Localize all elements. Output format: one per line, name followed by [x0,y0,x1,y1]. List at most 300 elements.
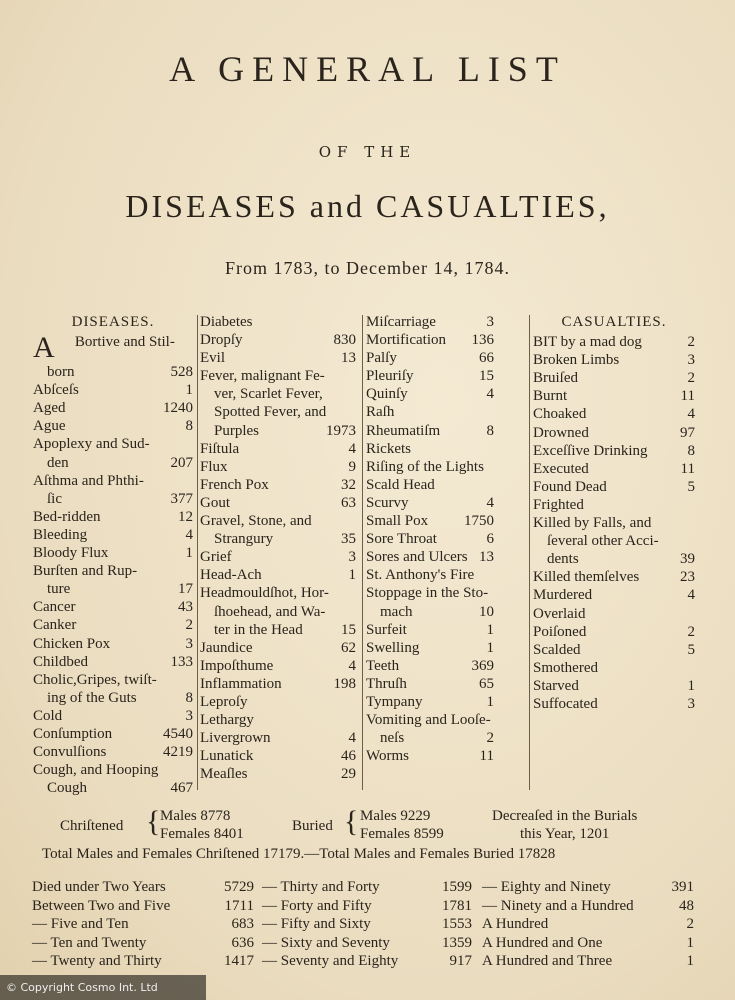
list-item [482,897,694,916]
item-name: Fiſtula [200,440,240,457]
item-name: Canker [33,617,77,634]
list-item [366,548,494,566]
item-name: Rheumatiſm [366,422,441,439]
item-name: Overlaid [533,605,586,622]
item-count: 369 [471,657,494,674]
item-name: Sore Throat [366,531,437,548]
item-name: — Ninety and a Hundred [482,897,634,914]
subtitle-main: DISEASES and CASUALTIES, [125,188,610,224]
item-name: Killed themſelves [533,569,640,586]
item-count: 97 [680,424,695,441]
buried-females: Females 8599 [360,826,444,842]
list-item [200,711,356,729]
list-item [200,729,356,747]
item-name: Broken Limbs [533,352,620,369]
item-name: Quinſy [366,386,408,403]
item-name: Dropſy [200,332,243,349]
christened-label: Chriſtened [60,818,124,834]
item-name: Found Dead [533,478,607,495]
item-name: St. Anthony's Fire [366,567,475,584]
list-item [533,623,695,641]
list-item [200,530,356,548]
list-item [33,526,193,544]
item-name: Meaſles [200,766,248,783]
list-item [200,621,356,639]
item-name: Cholic,Gripes, twiſt- [33,671,157,688]
item-count: 207 [170,454,193,471]
item-name: Chicken Pox [33,635,111,652]
item-count: 3 [486,314,494,330]
item-name: Headmouldſhot, Hor- [200,585,329,602]
item-name: Lethargy [200,712,254,729]
item-name: Jaundice [200,639,253,656]
list-item [533,586,695,604]
item-count: 32 [341,476,356,493]
list-item [200,422,356,440]
item-count: 1240 [163,400,193,417]
list-item [33,616,193,634]
item-name: Apoplexy and Sud- [33,436,150,453]
item-name: Suffocated [533,695,598,712]
item-name: Aged [33,400,66,417]
item-name: Grief [200,549,232,566]
item-count: 62 [341,639,356,656]
decreased-line-1: Decreaſed in the Burials [492,808,638,824]
item-name: Abſceſs [33,382,79,399]
list-item [366,566,494,584]
list-item [533,333,695,351]
item-count: 65 [479,675,494,692]
item-count: 15 [341,621,356,638]
list-item [33,417,193,435]
item-count: 8 [185,418,193,435]
item-name: Palſy [366,350,397,367]
list-item [33,472,193,490]
list-item [200,440,356,458]
list-item [33,635,193,653]
item-count: 6 [486,531,494,548]
list-item [200,675,356,693]
list-item [533,677,695,695]
item-name: dents [547,551,579,568]
item-name: — Seventy and Eighty [262,953,399,969]
item-count: 1 [486,639,494,656]
list-item [533,568,695,586]
item-count: 15 [479,368,494,385]
item-name: ſic [47,490,62,507]
item-count: 23 [680,569,695,586]
list-item [32,897,254,916]
list-item [33,725,193,743]
list-item [366,403,494,421]
item-count: 8 [486,422,494,439]
item-count: 1 [185,382,193,399]
list-item [366,331,494,349]
item-name: Flux [200,458,228,475]
christened-males: Males 8778 [160,808,231,824]
list-item [366,440,494,458]
item-name: Diabetes [200,314,253,330]
item-name: Between Two and Five [32,897,171,914]
item-name: Cold [33,707,63,724]
item-name: A Hundred [482,916,549,932]
item-name: Childbed [33,653,88,670]
item-name: Murdered [533,587,593,604]
item-name: Bleeding [33,526,88,543]
item-name: Vomiting and Looſe- [366,712,491,729]
list-item [200,458,356,476]
ages-column-2 [262,878,472,971]
item-name: Surfeit [366,621,407,638]
item-name: Leproſy [200,693,248,710]
item-name: ſhoehead, and Wa- [214,603,326,620]
item-name: Burſten and Rup- [33,563,138,580]
list-item [533,550,695,568]
item-name: Inflammation [200,675,282,692]
item-name: Raſh [366,404,395,421]
item-name: Spotted Fever, and [214,404,327,421]
item-count: 2 [185,617,193,634]
casualties-column [533,313,695,713]
list-item [366,657,494,675]
list-item [200,313,356,331]
item-name: Executed [533,460,589,477]
list-item [482,934,694,953]
item-count: 4219 [163,744,193,761]
date-line: From 1783, to December 14, 1784. [225,258,510,278]
diseases-column-2 [200,313,356,783]
item-name: Rickets [366,440,411,457]
item-name: — Forty and Fifty [262,897,372,914]
item-name: — Twenty and Thirty [32,953,162,969]
list-item [200,548,356,566]
list-item [200,476,356,494]
item-name: Frighted [533,496,584,513]
item-count: 5 [687,641,695,658]
item-name: Gout [200,494,230,511]
item-name: neſs [380,730,405,747]
item-name: Poiſoned [533,623,587,640]
list-item [33,544,193,562]
item-count: 3 [687,352,695,369]
item-count: 3 [185,707,193,724]
item-count: 1973 [326,422,356,439]
list-item [366,693,494,711]
buried-label: Buried [292,818,333,834]
list-item [533,514,695,532]
page-title: A GENERAL LIST [169,49,566,89]
list-item [33,363,193,381]
list-item [366,621,494,639]
item-name: den [47,454,69,471]
column-divider [362,315,363,790]
brace-icon: { [344,805,359,838]
item-name: Riſing of the Lights [366,458,484,475]
item-name: — Five and Ten [32,916,129,932]
item-name: Impoſthume [200,657,274,674]
list-item [533,442,695,460]
list-item [33,381,193,399]
item-name: ture [47,581,71,598]
item-name: ing of the Guts [47,689,137,706]
item-count: 683 [231,916,254,932]
item-count: 2 [686,916,694,932]
list-item [533,695,695,713]
list-item [200,331,356,349]
column-divider [529,315,530,790]
item-count: 1 [486,693,494,710]
list-item [366,476,494,494]
list-item [533,424,695,442]
item-count: 4 [348,657,356,674]
item-name: Drowned [533,424,589,441]
item-name: Fever, malignant Fe- [200,368,325,385]
list-item [33,743,193,761]
item-name: Swelling [366,639,420,656]
copyright-watermark: © Copyright Cosmo Int. Ltd [0,975,206,1000]
list-item [366,584,494,602]
list-item [533,659,695,677]
list-item [533,496,695,514]
list-item [33,399,193,417]
item-name: Gravel, Stone, and [200,513,312,530]
item-name: Worms [366,748,409,765]
item-name: Bortive and Stil- [74,334,175,351]
item-count: 1 [687,677,695,694]
list-item [366,367,494,385]
list-item [33,779,193,797]
item-count: 5729 [224,879,254,895]
item-name: Miſcarriage [366,314,436,330]
list-item [533,369,695,387]
item-count: 4 [687,406,695,423]
list-item [200,512,356,530]
list-item [366,385,494,403]
item-count: 528 [170,364,193,381]
item-count: 198 [333,675,356,692]
item-count: 1 [185,545,193,562]
list-item [366,313,494,331]
item-name: Smothered [533,659,598,676]
item-name: BIT by a mad dog [533,334,642,351]
item-count: 830 [333,332,356,349]
item-count: 4 [687,587,695,604]
item-name: mach [380,603,413,620]
list-item [366,494,494,512]
item-name: Stoppage in the Sto- [366,585,489,602]
item-name: — Sixty and Seventy [262,934,390,951]
list-item [366,729,494,747]
item-count: 5 [687,478,695,495]
list-item [262,897,472,916]
item-name: Bloody Flux [33,545,109,562]
item-name: Mortification [366,332,446,349]
item-count: 1553 [442,916,472,932]
item-count: 3 [185,635,193,652]
list-item [200,367,356,385]
item-name: Conſumption [33,725,113,742]
item-name: Bruiſed [533,370,578,387]
list-item [366,711,494,729]
item-name: Scurvy [366,494,409,511]
item-count: 2 [687,370,695,387]
list-item [200,765,356,783]
item-count: 66 [479,350,494,367]
list-item [482,915,694,934]
item-count: 11 [680,388,695,405]
item-count: 43 [178,599,193,616]
item-count: 11 [479,748,494,765]
item-count: 29 [341,766,356,783]
list-item [366,747,494,765]
subtitle-of: OF THE [318,143,417,161]
list-item [533,605,695,623]
item-count: 48 [679,897,694,914]
item-count: 13 [341,350,356,367]
item-count: 2 [486,730,494,747]
column-divider [197,315,198,790]
item-count: 13 [479,549,494,566]
item-name: Starved [533,677,579,694]
christened-females: Females 8401 [160,826,244,842]
item-name: Burnt [533,388,568,405]
item-name: French Pox [200,476,269,493]
item-count: 1 [686,934,694,951]
list-item [533,532,695,550]
list-item [32,915,254,934]
item-name: Killed by Falls, and [533,515,652,532]
list-item [533,478,695,496]
item-name: ſeveral other Acci- [547,533,659,550]
list-item [366,639,494,657]
item-count: 917 [449,953,472,969]
item-name: Convulſions [33,744,107,761]
item-count: 1711 [224,897,254,914]
item-name: Tympany [366,693,423,710]
list-item [33,598,193,616]
item-name: Lunatick [200,748,254,765]
item-name: Purples [214,422,259,439]
item-count: 133 [170,653,193,670]
item-count: 4 [348,730,356,747]
item-name: Thruſh [366,675,407,692]
item-name: ter in the Head [214,621,303,638]
item-count: 8 [185,689,193,706]
item-name: — Fifty and Sixty [262,916,371,932]
item-count: 11 [680,460,695,477]
list-item [33,435,193,453]
item-count: 35 [341,531,356,548]
item-name: Ague [33,418,66,435]
list-item [200,349,356,367]
item-name: Died under Two Years [32,879,166,895]
item-name: Livergrown [200,730,271,747]
list-item [533,641,695,659]
item-name: Exceſſive Drinking [533,442,648,459]
list-item [32,878,254,897]
list-item [482,878,694,897]
list-item [200,693,356,711]
item-count: 136 [471,332,494,349]
list-item [533,405,695,423]
list-item [262,915,472,934]
item-count: 39 [680,551,695,568]
item-count: 3 [687,695,695,712]
list-item [33,508,193,526]
item-name: Small Pox [366,513,429,530]
item-count: 9 [348,458,356,475]
item-name: Choaked [533,406,587,423]
item-name: Teeth [366,657,400,674]
item-name: — Ten and Twenty [32,934,147,951]
item-count: 12 [178,508,193,525]
item-name: — Thirty and Forty [262,879,380,895]
item-count: 377 [170,490,193,507]
item-count: 46 [341,748,356,765]
item-name: Cough, and Hooping [33,762,159,779]
list-item [33,333,193,363]
list-item [200,747,356,765]
list-item [262,878,472,897]
list-item [33,689,193,707]
item-count: 1417 [224,953,254,969]
item-count: 4 [185,526,193,543]
item-count: 636 [231,934,254,951]
item-count: 1 [686,953,694,969]
list-item [200,657,356,675]
item-count: 3 [348,549,356,566]
item-name: Bed-ridden [33,508,101,525]
diseases-heading: DISEASES. [71,314,155,330]
list-item [366,458,494,476]
item-name: Scalded [533,641,581,658]
decreased-line-2: this Year, 1201 [520,826,610,842]
list-item [33,707,193,725]
item-count: 2 [687,334,695,351]
item-name: ver, Scarlet Fever, [214,386,323,403]
item-count: 1599 [442,879,472,895]
item-name: born [47,364,75,381]
buried-males: Males 9229 [360,808,431,824]
item-name: A Hundred and Three [482,953,613,969]
list-item [200,403,356,421]
item-name: Strangury [214,531,274,548]
list-item [533,460,695,478]
item-count: 1 [348,567,356,584]
ages-column-3 [482,878,694,971]
item-name: — Eighty and Ninety [482,879,611,895]
list-item [200,385,356,403]
list-item [482,952,694,971]
ages-column-1 [32,878,254,971]
diseases-column-1 [33,313,193,797]
totals-line: Total Males and Females Chriſtened 17179.—Total Males and Females Buried 17828 [42,846,556,862]
item-name: Sores and Ulcers [366,549,468,566]
list-item [366,603,494,621]
list-item [366,422,494,440]
list-item [32,952,254,971]
item-count: 17 [178,581,193,598]
list-item [33,562,193,580]
list-item [366,675,494,693]
list-item [33,653,193,671]
list-item [33,671,193,689]
item-name: Cough [47,780,88,797]
item-count: 8 [687,442,695,459]
list-item [200,603,356,621]
list-item [200,639,356,657]
list-item [32,934,254,953]
